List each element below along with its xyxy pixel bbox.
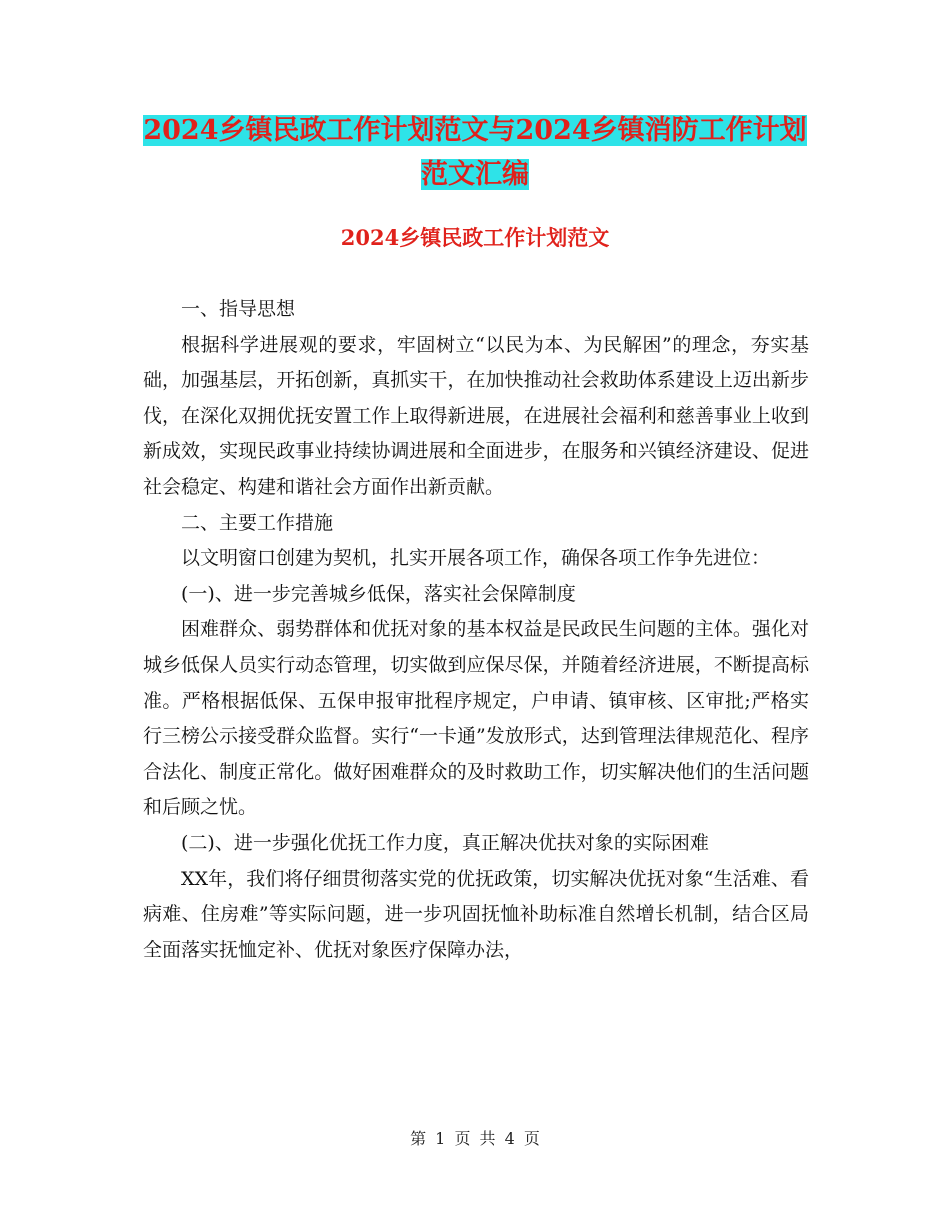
heading-guiding-ideology: 一、指导思想	[181, 298, 296, 320]
document-body	[143, 292, 809, 968]
subheading-preferential-care: (二)、进一步强化优抚工作力度，真正解决优扶对象的实际困难	[181, 831, 709, 854]
paragraph-preferential-care: XX年，我们将仔细贯彻落实党的优抚政策，切实解决优抚对象“生活难、看病难、住房难”等实际问题，进一步巩固抚恤补助标准自然增长机制，结合区局全面落实抚恤定补、优抚对象医疗保障办法，	[143, 867, 809, 961]
page-number-footer: 第 1 页 共 4 页	[410, 1129, 540, 1148]
document-title-line-2: 范文汇编	[421, 159, 529, 190]
paragraph-low-income-security: 困难群众、弱势群体和优抚对象的基本权益是民政民生问题的主体。强化对城乡低保人员实行动态管理，切实做到应保尽保，并随着经济进展，不断提高标准。严格根据低保、五保申报审批程序规定，户申请、镇审核、区审批;严格实行三榜公示接受群众监督。实行“一卡通”发放形式，达到管理法律规范化、程序合法化、制度正常化。做好困难群众的及时救助工作，切实解决他们的生活问题和后顾之忧。	[143, 618, 809, 819]
subheading-low-income-security: (一)、进一步完善城乡低保，落实社会保障制度	[181, 582, 576, 605]
paragraph-main-measures-intro: 以文明窗口创建为契机，扎实开展各项工作，确保各项工作争先进位：	[181, 547, 771, 570]
paragraph-guiding-ideology: 根据科学进展观的要求，牢固树立“以民为本、为民解困”的理念，夯实基础，加强基层，开拓创新，真抓实干，在加快推动社会救助体系建设上迈出新步伐，在深化双拥优抚安置工作上取得新进展，在进展社会福利和慈善事业上收到新成效，实现民政事业持续协调进展和全面进步，在服务和兴镇经济建设、促进社会稳定、构建和谐社会方面作出新贡献。	[143, 333, 809, 498]
heading-main-measures: 二、主要工作措施	[181, 511, 334, 534]
document-title-line-1: 2024乡镇民政工作计划范文与2024乡镇消防工作计划	[143, 115, 807, 146]
section-title: 2024乡镇民政工作计划范文	[340, 225, 610, 250]
